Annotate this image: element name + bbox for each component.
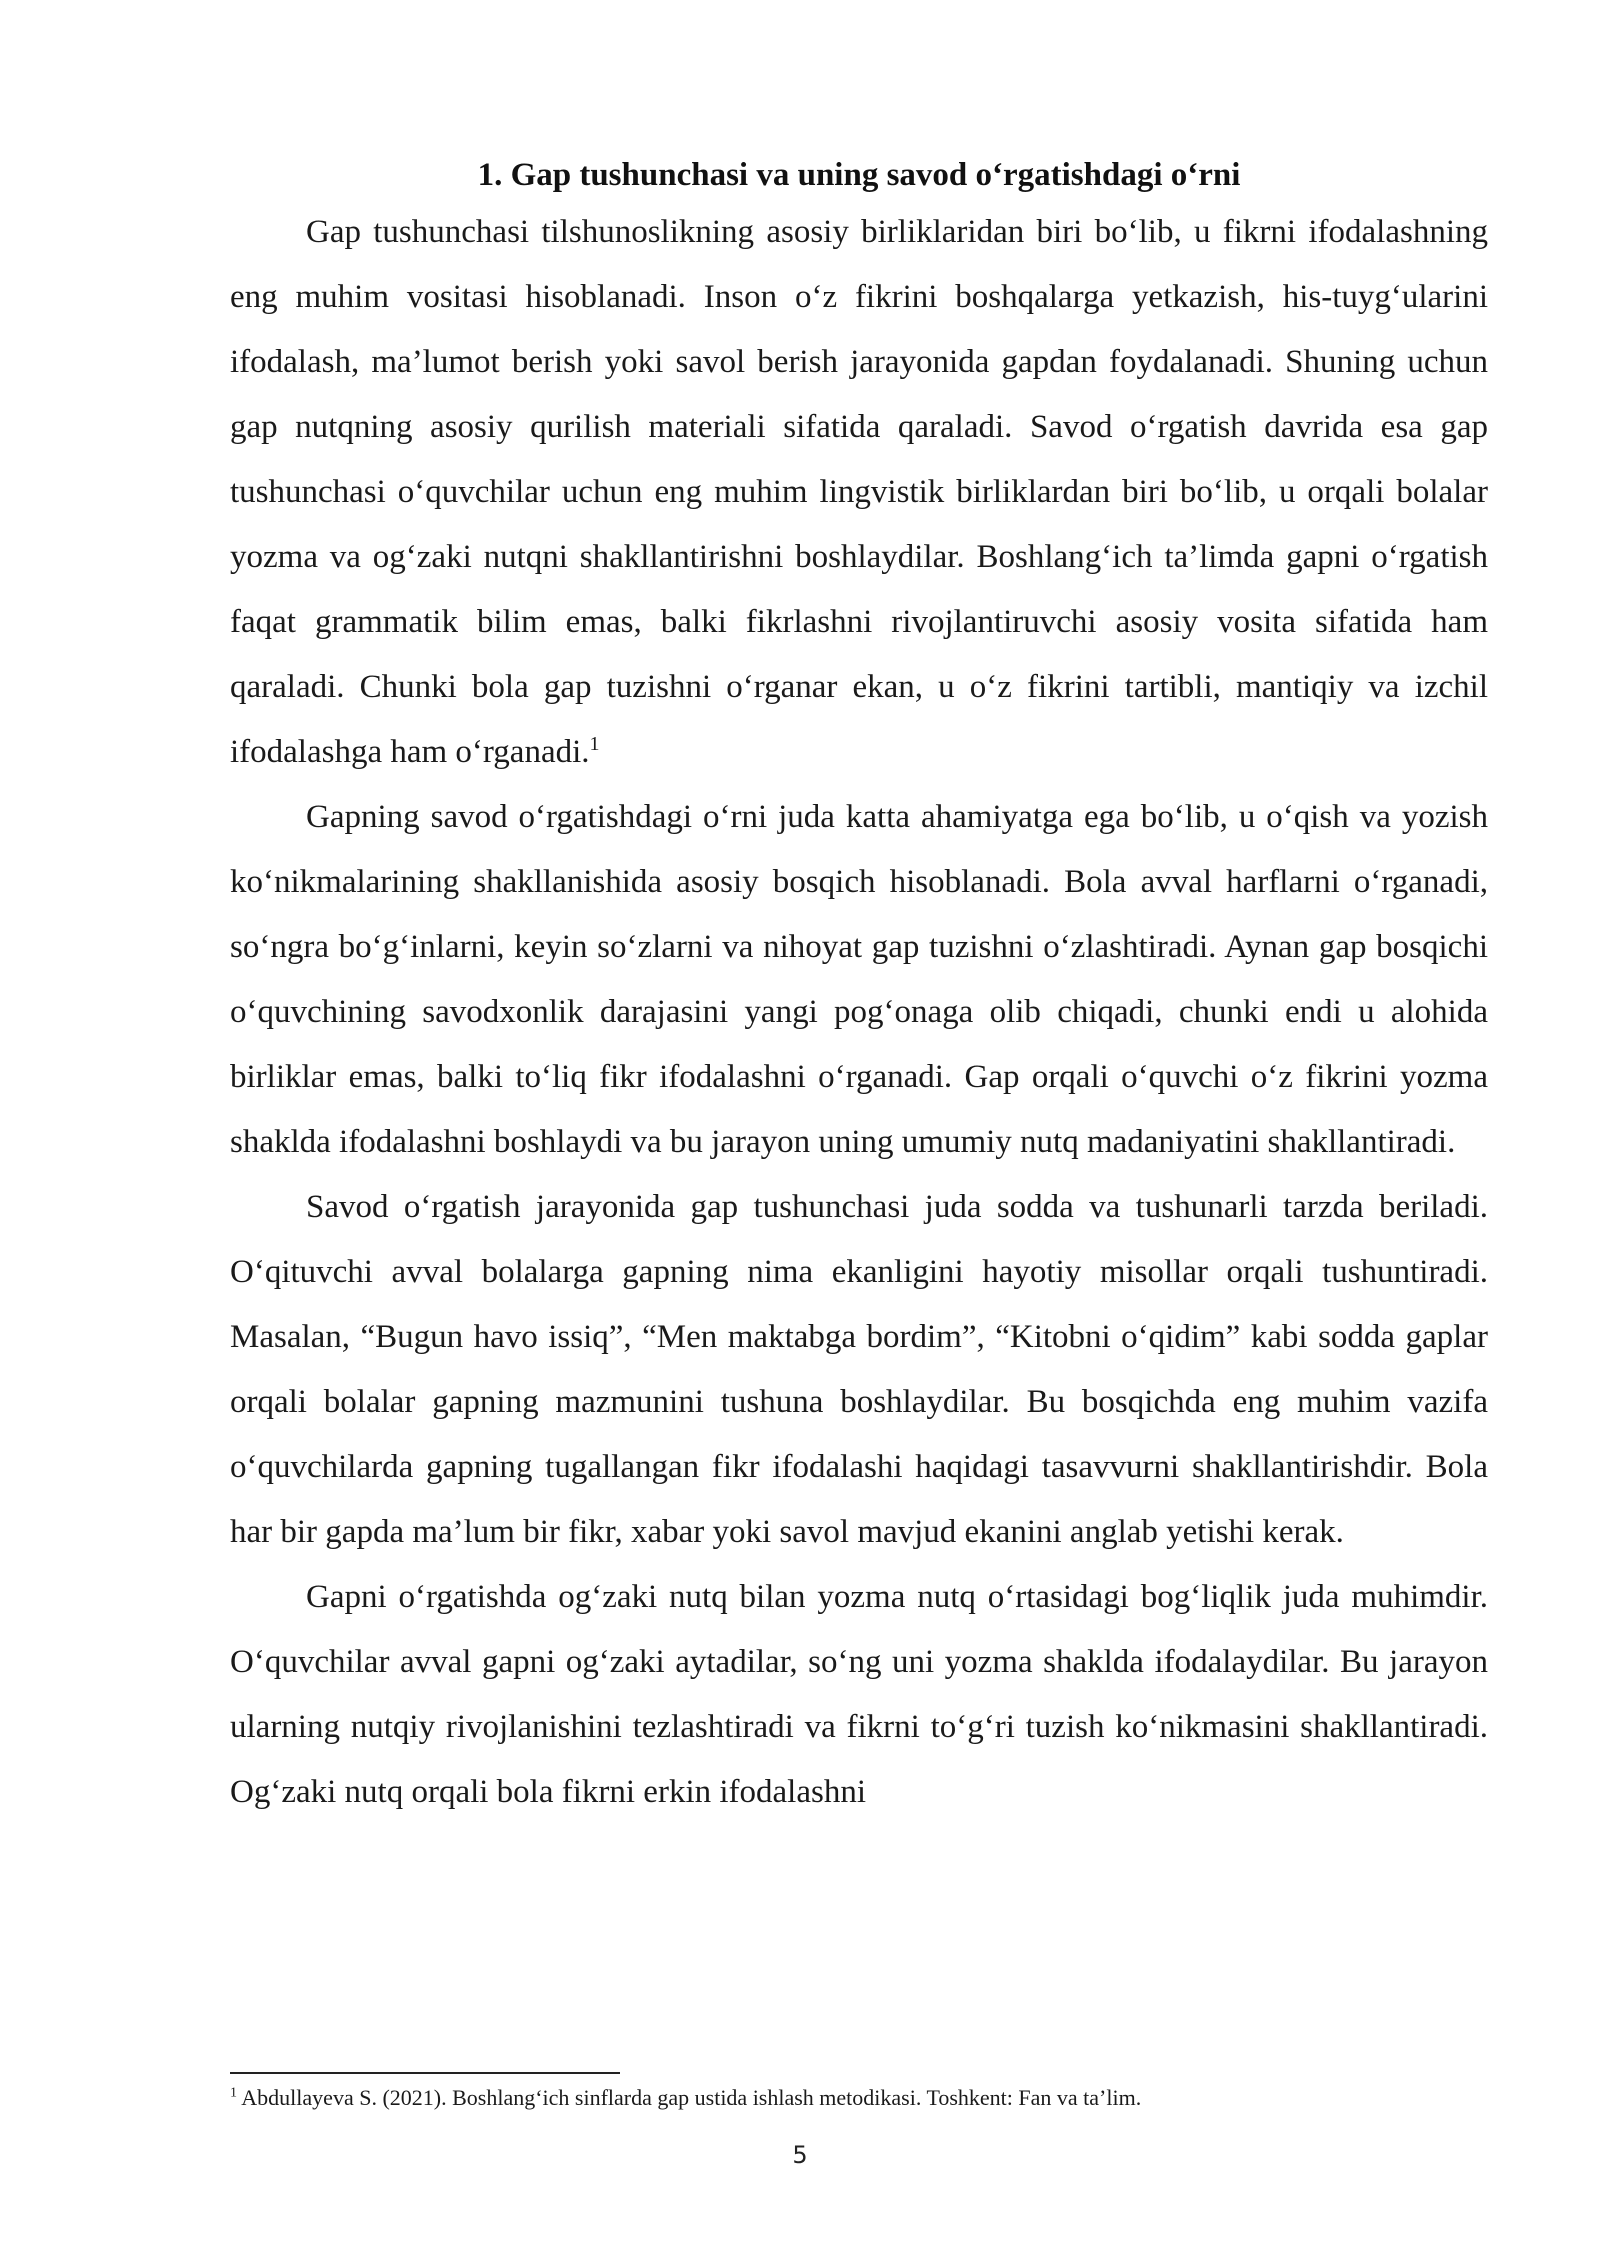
section-heading: 1. Gap tushunchasi va uning savod o‘rgatishdagi o‘rni	[477, 157, 1241, 193]
paragraph-2: Gapning savod o‘rgatishdagi o‘rni juda katta ahamiyatga ega bo‘lib, u o‘qish va yozish ko‘nikmalarining shakllanishida asosiy bosqich hisoblanadi. Bola avval harflarni o‘rganadi, so‘ngra bo‘g‘inlarni, keyin so‘zlarni va nihoyat gap tuzishni o‘zlashtiradi. Aynan gap bosqichi o‘quvchining savodxonlik darajasini yangi pog‘onaga olib chiqadi, chunki endi u alohida birliklar emas, balki to‘liq fikr ifodalashni o‘rganadi. Gap orqali o‘quvchi o‘z fikrini yozma shaklda ifodalashni boshlaydi va bu jarayon uning umumiy nutq madaniyatini shakllantiradi.	[230, 799, 1488, 1160]
footnote-reference[interactable]: 1	[589, 733, 600, 755]
page-number: 5	[792, 2141, 808, 2169]
document-body	[230, 150, 1488, 1825]
footnote-text: Abdullayeva S. (2021). Boshlang‘ich sinflarda gap ustida ishlash metodikasi. Toshkent: Fan va ta’lim.	[241, 2085, 1142, 2110]
footnote-mark: 1	[230, 2085, 237, 2101]
paragraph-1-text: Gap tushunchasi tilshunoslikning asosiy birliklaridan biri bo‘lib, u fikrni ifodalashning eng muhim vositasi hisoblanadi. Inson o‘z fikrini boshqalarga yetkazish, his-tuyg‘ularini ifodalash, ma’lumot berish yoki savol berish jarayonida gapdan foydalanadi. Shuning uchun gap nutqning asosiy qurilish materiali sifatida qaraladi. Savod o‘rgatish davrida esa gap tushunchasi o‘quvchilar uchun eng muhim lingvistik birliklardan biri bo‘lib, u orqali bolalar yozma va og‘zaki nutqni shakllantirishni boshlaydilar. Boshlang‘ich ta’limda gapni o‘rgatish faqat grammatik bilim emas, balki fikrlashni rivojlantiruvchi asosiy vosita sifatida ham qaraladi. Chunki bola gap tuzishni o‘rganar ekan, u o‘z fikrini tartibli, mantiqiy va izchil ifodalashga ham o‘rganadi.	[230, 214, 1488, 770]
footnote-separator	[230, 2072, 620, 2074]
footnote	[230, 2083, 1488, 2113]
paragraph-3: Savod o‘rgatish jarayonida gap tushunchasi juda sodda va tushunarli tarzda beriladi. O‘qituvchi avval bolalarga gapning nima ekanligini hayotiy misollar orqali tushuntiradi. Masalan, “Bugun havo issiq”, “Men maktabga bordim”, “Kitobni o‘qidim” kabi sodda gaplar orqali bolalar gapning mazmunini tushuna boshlaydilar. Bu bosqichda eng muhim vazifa o‘quvchilarda gapning tugallangan fikr ifodalashi haqidagi tasavvurni shakllantirishdir. Bola har bir gapda ma’lum bir fikr, xabar yoki savol mavjud ekanini anglab yetishi kerak.	[230, 1189, 1488, 1550]
paragraph-1	[230, 200, 1488, 785]
paragraph-4: Gapni o‘rgatishda og‘zaki nutq bilan yozma nutq o‘rtasidagi bog‘liqlik juda muhimdir. O‘quvchilar avval gapni og‘zaki aytadilar, so‘ng uni yozma shaklda ifodalaydilar. Bu jarayon ularning nutqiy rivojlanishini tezlashtiradi va fikrni to‘g‘ri tuzish ko‘nikmasini shakllantiradi. Og‘zaki nutq orqali bola fikrni erkin ifodalashni	[230, 1579, 1488, 1810]
